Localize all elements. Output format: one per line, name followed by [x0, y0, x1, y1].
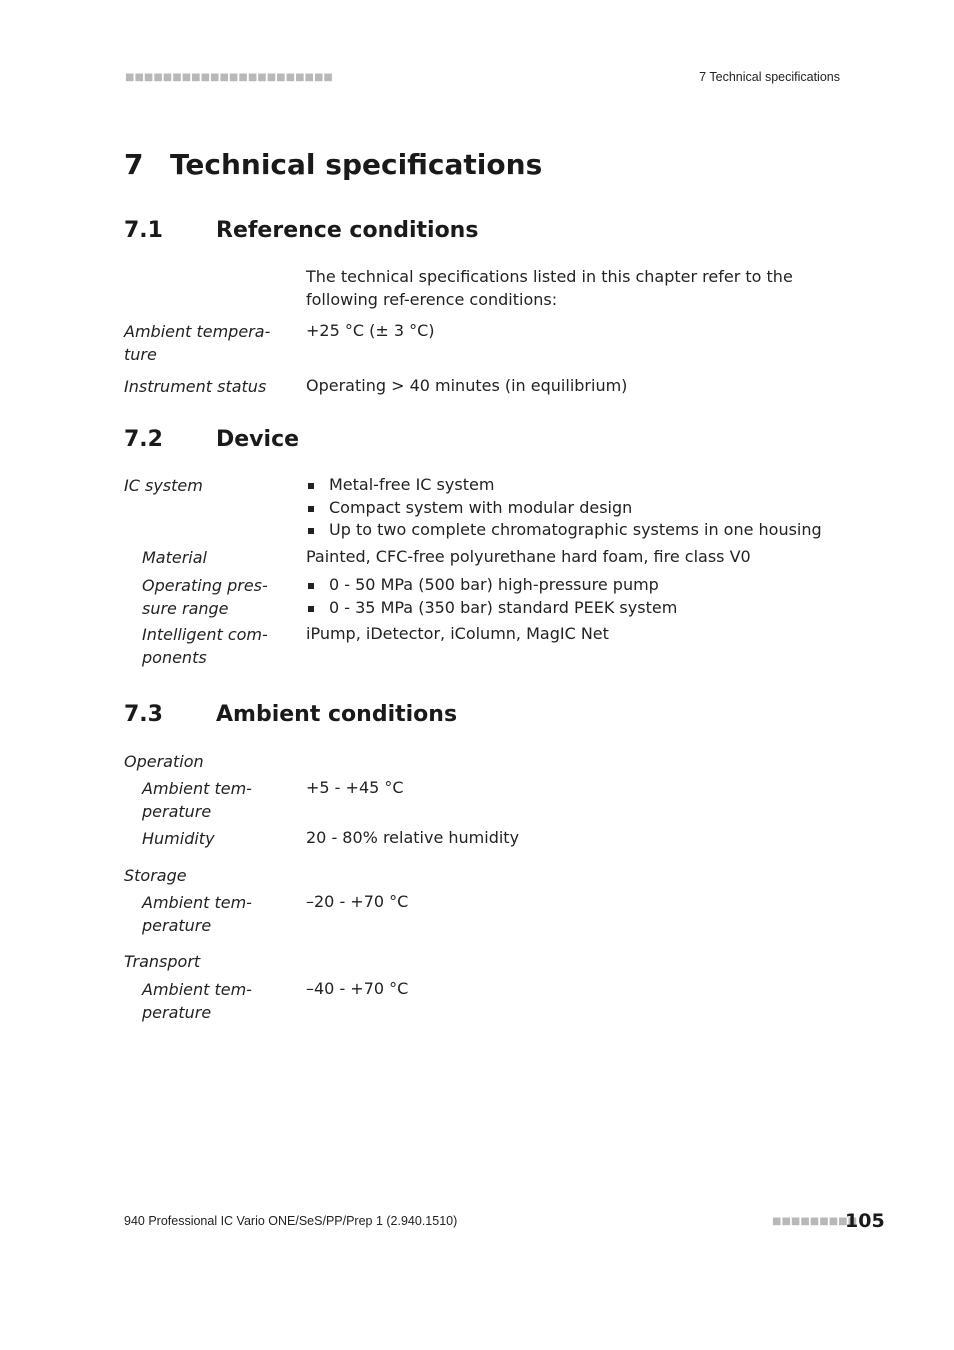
- material-value: Painted, CFC-free polyurethane hard foam, fire class V0: [306, 547, 751, 566]
- running-header-chapter: 7 Technical specifications: [699, 70, 840, 84]
- chapter-heading: [124, 148, 542, 181]
- instrument-status-label: Instrument status: [124, 377, 267, 396]
- page-number: 105: [845, 1210, 885, 1232]
- reference-intro: The technical specifications listed in this chapter refer to the following ref-erence conditions:: [306, 267, 793, 309]
- storage-label: Storage: [124, 866, 187, 885]
- list-item: Up to two complete chromatographic systems in one housing: [306, 519, 822, 542]
- instrument-status-value: Operating > 40 minutes (in equilibrium): [306, 376, 628, 395]
- storage-temperature-value: –20 - +70 °C: [306, 892, 409, 911]
- operation-label: Operation: [124, 752, 204, 771]
- transport-label: Transport: [124, 952, 201, 971]
- chapter-title: Technical specifications: [170, 148, 543, 181]
- operation-temperature-label: Ambient tem- perature: [142, 779, 252, 821]
- ic-system-list: [306, 474, 822, 542]
- section-heading-ambient: [124, 702, 457, 727]
- transport-temperature-label: Ambient tem- perature: [142, 980, 252, 1022]
- operation-temperature-value: +5 - +45 °C: [306, 778, 404, 797]
- intelligent-components-value: iPump, iDetector, iColumn, MagIC Net: [306, 624, 609, 643]
- footer-decoration: ■■■■■■■■■: [772, 1216, 858, 1227]
- section-number: 7.3: [124, 702, 163, 727]
- footer-product: 940 Professional IC Vario ONE/SeS/PP/Prep 1 (2.940.1510): [124, 1214, 458, 1228]
- section-heading-device: [124, 427, 299, 452]
- humidity-value: 20 - 80% relative humidity: [306, 828, 520, 847]
- list-item: 0 - 35 MPa (350 bar) standard PEEK system: [306, 597, 677, 620]
- section-title: Reference conditions: [216, 218, 479, 243]
- ambient-temperature-value: +25 °C (± 3 °C): [306, 321, 435, 340]
- list-item: 0 - 50 MPa (500 bar) high-pressure pump: [306, 574, 677, 597]
- section-title: Device: [216, 427, 300, 452]
- section-title: Ambient conditions: [216, 702, 458, 727]
- section-heading-reference: [124, 218, 478, 243]
- section-number: 7.2: [124, 427, 163, 452]
- header-decoration: ■■■■■■■■■■■■■■■■■■■■■■: [125, 72, 333, 83]
- intelligent-components-label: Intelligent com- ponents: [142, 625, 268, 667]
- chapter-number: 7: [124, 148, 144, 181]
- humidity-label: Humidity: [142, 829, 215, 848]
- transport-temperature-value: –40 - +70 °C: [306, 979, 409, 998]
- section-number: 7.1: [124, 218, 163, 243]
- ic-system-label: IC system: [124, 476, 203, 495]
- operating-pressure-label: Operating pres- sure range: [142, 576, 268, 618]
- list-item: Metal-free IC system: [306, 474, 822, 497]
- ambient-temperature-label: Ambient tempera- ture: [124, 322, 271, 364]
- material-label: Material: [142, 548, 207, 567]
- list-item: Compact system with modular design: [306, 497, 822, 520]
- operating-pressure-list: [306, 574, 677, 619]
- storage-temperature-label: Ambient tem- perature: [142, 893, 252, 935]
